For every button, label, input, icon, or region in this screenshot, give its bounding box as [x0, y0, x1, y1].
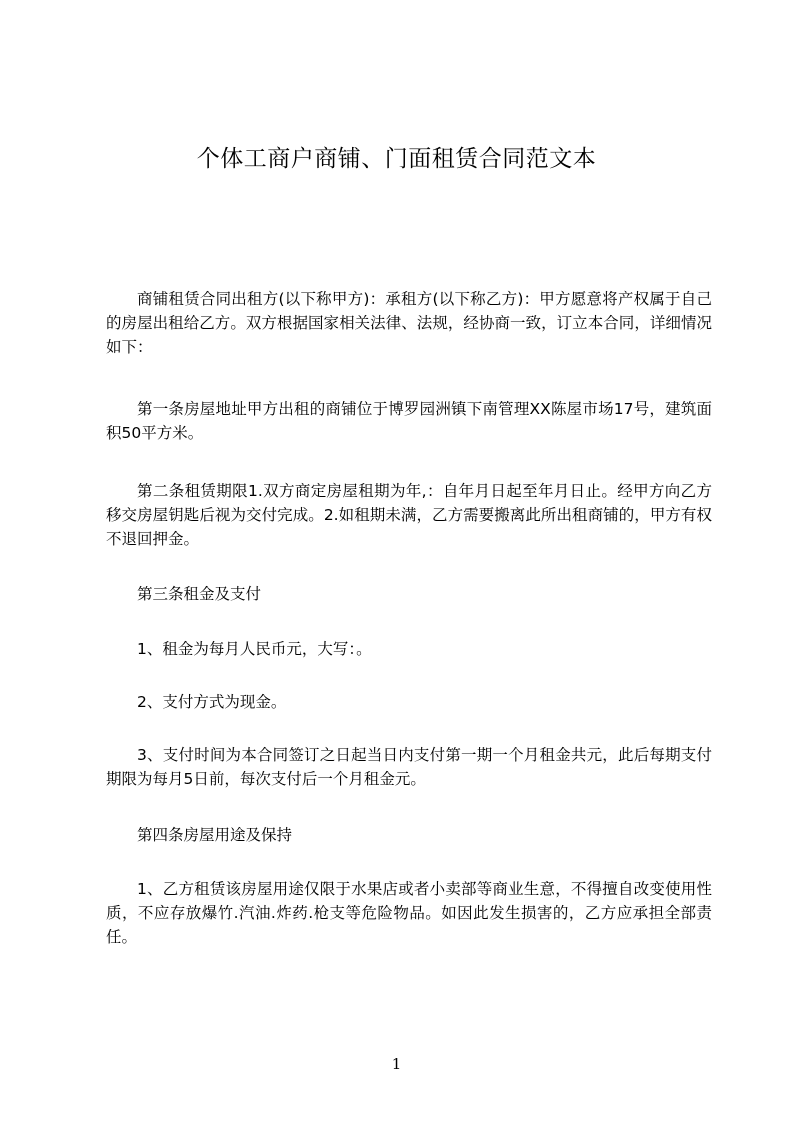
paragraph-payment-method: 2、支付方式为现金。 [137, 693, 287, 711]
paragraph-preamble: 商铺租赁合同出租方(以下称甲方)：承租方(以下称乙方)：甲方愿意将产权属于自己的房屋出租给乙方。双方根据国家相关法律、法规，经协商一致，订立本合同，详细情况如下： [106, 290, 712, 356]
paragraph-article-4-heading: 第四条房屋用途及保持 [137, 826, 293, 844]
paragraph-article-3-heading: 第三条租金及支付 [137, 585, 262, 603]
paragraph-payment-time: 3、支付时间为本合同签订之日起当日内支付第一期一个月租金共元，此后每期支付期限为每月5日前，每次支付后一个月租金元。 [106, 746, 712, 788]
page-number: 1 [391, 1055, 402, 1073]
paragraph-article-1: 第一条房屋地址甲方出租的商铺位于博罗园洲镇下南管理XX陈屋市场17号，建筑面积50平方米。 [106, 400, 712, 442]
paragraph-usage-restriction: 1、乙方租赁该房屋用途仅限于水果店或者小卖部等商业生意，不得擅自改变使用性质，不应存放爆竹.汽油.炸药.枪支等危险物品。如因此发生损害的，乙方应承担全部责任。 [106, 880, 712, 946]
paragraph-rent-amount: 1、租金为每月人民币元，大写：。 [137, 640, 372, 658]
document-title: 个体工商户商铺、门面租赁合同范文本 [196, 146, 597, 172]
paragraph-article-2: 第二条租赁期限1.双方商定房屋租期为年,：自年月日起至年月日止。经甲方向乙方移交房屋钥匙后视为交付完成。2.如租期未满，乙方需要搬离此所出租商铺的，甲方有权不退回押金。 [106, 482, 712, 548]
